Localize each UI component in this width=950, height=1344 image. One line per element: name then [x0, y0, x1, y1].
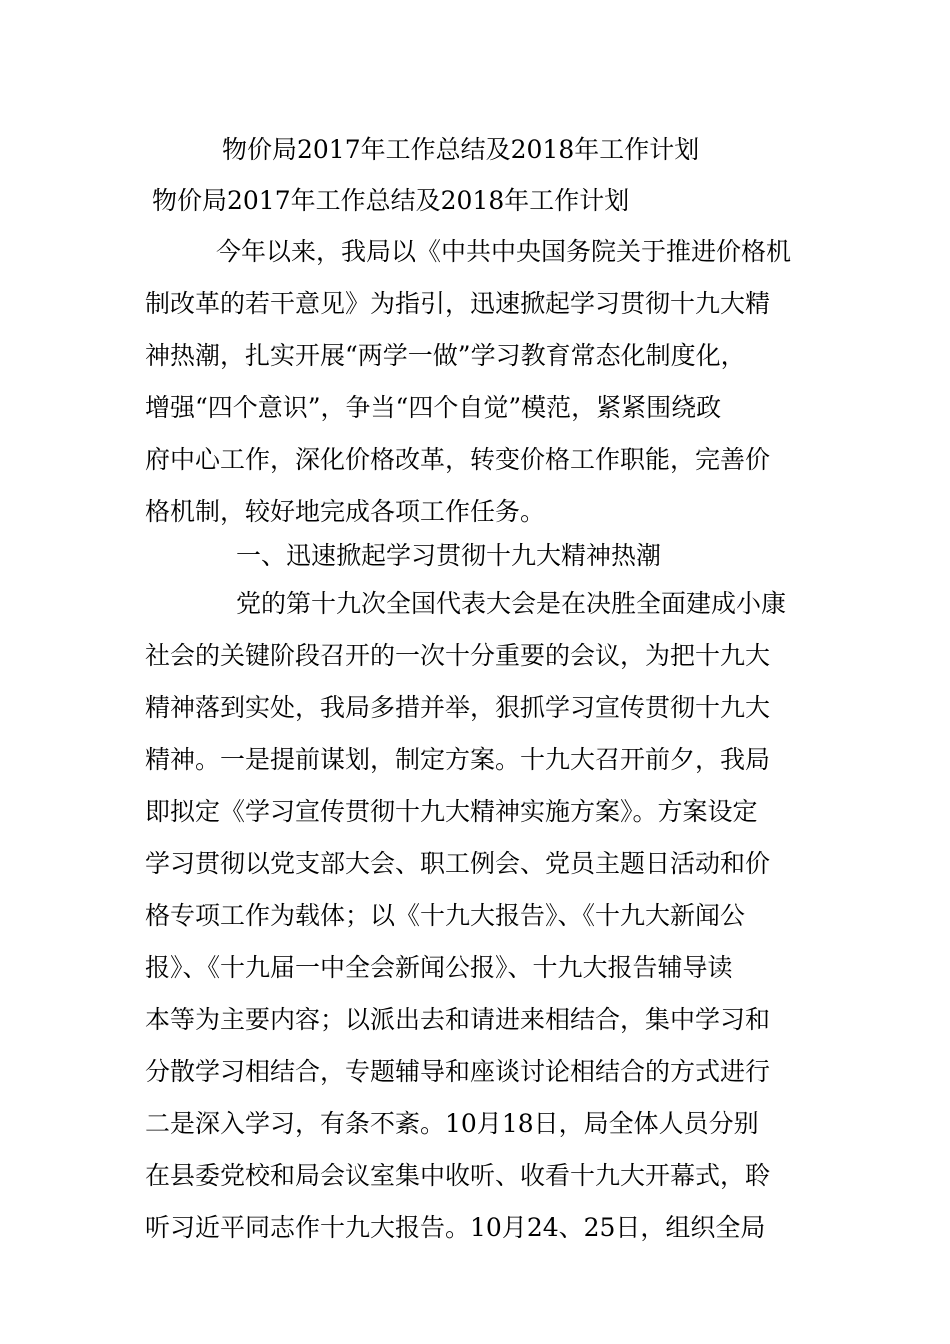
body-line: 精神。一是提前谋划，制定方案。十九大召开前夕，我局	[145, 745, 771, 774]
intro-line: 制改革的若干意见》为指引，迅速掀起学习贯彻十九大精	[145, 289, 771, 318]
body-line: 精神落到实处，我局多措并举，狠抓学习宣传贯彻十九大	[145, 693, 771, 722]
document-title: 物价局2017年工作总结及2018年工作计划	[222, 135, 700, 164]
body-line: 在县委党校和局会议室集中收听、收看十九大开幕式，聆	[145, 1161, 771, 1190]
section-heading: 一、迅速掀起学习贯彻十九大精神热潮	[236, 541, 662, 570]
body-line: 学习贯彻以党支部大会、职工例会、党员主题日活动和价	[145, 849, 771, 878]
body-line: 即拟定《学习宣传贯彻十九大精神实施方案》。方案设定	[145, 797, 758, 826]
body-line: 党的第十九次全国代表大会是在决胜全面建成小康	[236, 589, 787, 618]
intro-line: 神热潮，扎实开展“两学一做”学习教育常态化制度化，	[145, 341, 746, 370]
intro-line: 今年以来，我局以《中共中央国务院关于推进价格机	[216, 237, 792, 266]
body-line: 报》、《十九届一中全会新闻公报》、十九大报告辅导读	[145, 953, 733, 982]
body-line: 二是深入学习，有条不紊。10月18日，局全体人员分别	[145, 1109, 759, 1138]
intro-line: 格机制，较好地完成各项工作任务。	[145, 497, 546, 526]
body-line: 分散学习相结合，专题辅导和座谈讨论相结合的方式进行	[145, 1057, 771, 1086]
intro-line: 府中心工作，深化价格改革，转变价格工作职能，完善价	[145, 445, 771, 474]
body-line: 听习近平同志作十九大报告。10月24、25日，组织全局	[145, 1213, 766, 1242]
body-line: 社会的关键阶段召开的一次十分重要的会议，为把十九大	[145, 641, 771, 670]
document-title-repeat: 物价局2017年工作总结及2018年工作计划	[152, 186, 630, 215]
body-line: 格专项工作为载体；以《十九大报告》、《十九大新闻公	[145, 901, 746, 930]
intro-line: 增强“四个意识”，争当“四个自觉”模范，紧紧围绕政	[145, 393, 722, 422]
body-line: 本等为主要内容；以派出去和请进来相结合，集中学习和	[145, 1005, 771, 1034]
